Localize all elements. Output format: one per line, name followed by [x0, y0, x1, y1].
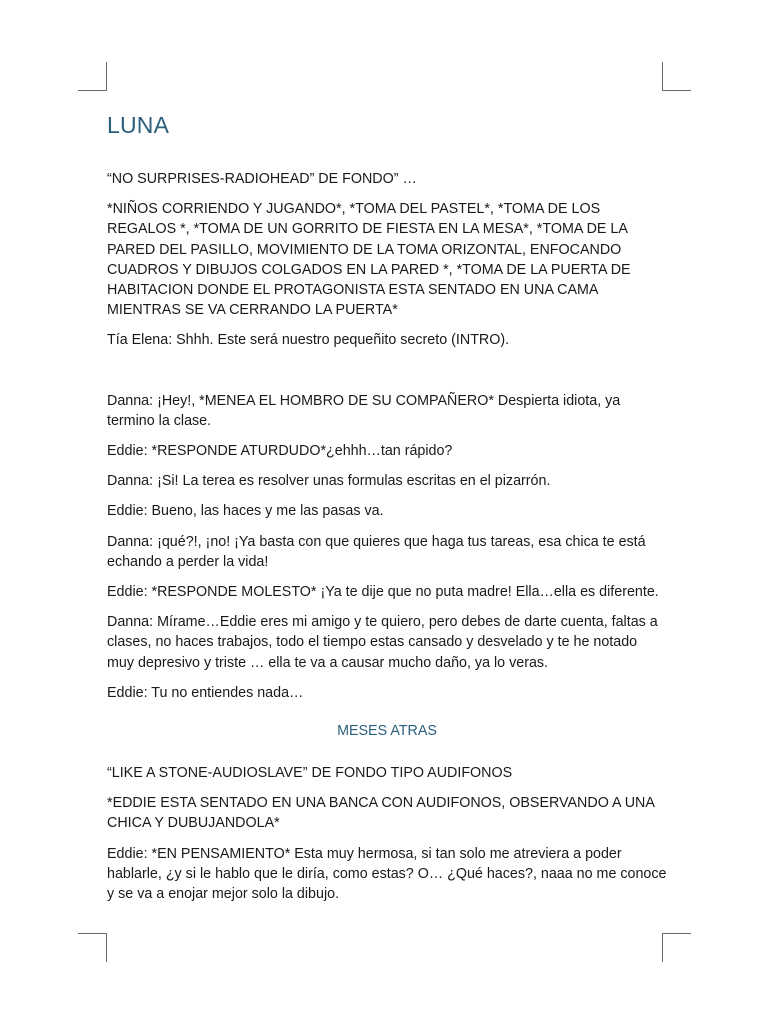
intro-paragraph: *NIÑOS CORRIENDO Y JUGANDO*, *TOMA DEL PASTEL*, *TOMA DE LOS REGALOS *, *TOMA DE UN GORRITO DE FIESTA EN LA MESA*, *TOMA DE LA PARED DEL PASILLO, MOVIMIENTO DE LA TOMA ORIZONTAL, ENFOCANDO CUADROS Y DIBUJOS COLGADOS EN LA PARED *, *TOMA DE LA PUERTA DE HABITACION DONDE EL PROTAGONISTA ESTA SENTADO EN UNA CAMA MIENTRAS SE VA CERRANDO LA PUERTA*	[107, 201, 631, 319]
dialogue-line: Eddie: Tu no entiendes nada…	[107, 684, 304, 701]
dialogue-line: Eddie: *RESPONDE MOLESTO* ¡Ya te dije que no puta madre! Ella…ella es diferente.	[107, 584, 659, 601]
section-paragraph: *EDDIE ESTA SENTADO EN UNA BANCA CON AUDIFONOS, OBSERVANDO A UNA CHICA Y DUBUJANDOLA*	[107, 795, 655, 832]
crop-mark-bottom-right	[662, 933, 691, 962]
intro-paragraph: Tía Elena: Shhh. Este será nuestro pequeñito secreto (INTRO).	[107, 332, 510, 349]
dialogue-line: Danna: ¡qué?!, ¡no! ¡Ya basta con que quieres que haga tus tareas, esa chica te está echando a perder la vida!	[107, 533, 646, 570]
dialogue-line: Eddie: Bueno, las haces y me las pasas va.	[107, 503, 384, 520]
crop-mark-top-right	[662, 62, 691, 91]
document-title: LUNA	[107, 112, 170, 138]
intro-paragraph: “NO SURPRISES-RADIOHEAD” DE FONDO” …	[107, 171, 417, 187]
section-paragraph: “LIKE A STONE-AUDIOSLAVE” DE FONDO TIPO AUDIFONOS	[107, 765, 513, 782]
crop-mark-top-left	[78, 62, 107, 91]
document-body	[107, 112, 667, 914]
dialogue-line: Eddie: *RESPONDE ATURDUDO*¿ehhh…tan rápido?	[107, 443, 453, 460]
dialogue-line: Danna: Mírame…Eddie eres mi amigo y te quiero, pero debes de darte cuenta, faltas a clases, no haces trabajos, todo el tiempo estas cansado y desvelado y te he notado muy depresivo y triste … ella te va a causar mucho daño, ya lo veras.	[107, 614, 658, 671]
section-paragraph: Eddie: *EN PENSAMIENTO* Esta muy hermosa, si tan solo me atreviera a poder hablarle, ¿y si le hablo que le diría, como estas? O… ¿Qué haces?, naaa no me conoce y se va a enojar mejor solo la dibujo.	[107, 845, 667, 903]
blank-line	[107, 361, 667, 391]
dialogue-line: Danna: ¡Si! La terea es resolver unas formulas escritas en el pizarrón.	[107, 473, 551, 490]
section-heading: MESES ATRAS	[337, 723, 437, 740]
crop-mark-bottom-left	[78, 933, 107, 962]
dialogue-line: Danna: ¡Hey!, *MENEA EL HOMBRO DE SU COMPAÑERO* Despierta idiota, ya termino la clase.	[107, 392, 621, 429]
